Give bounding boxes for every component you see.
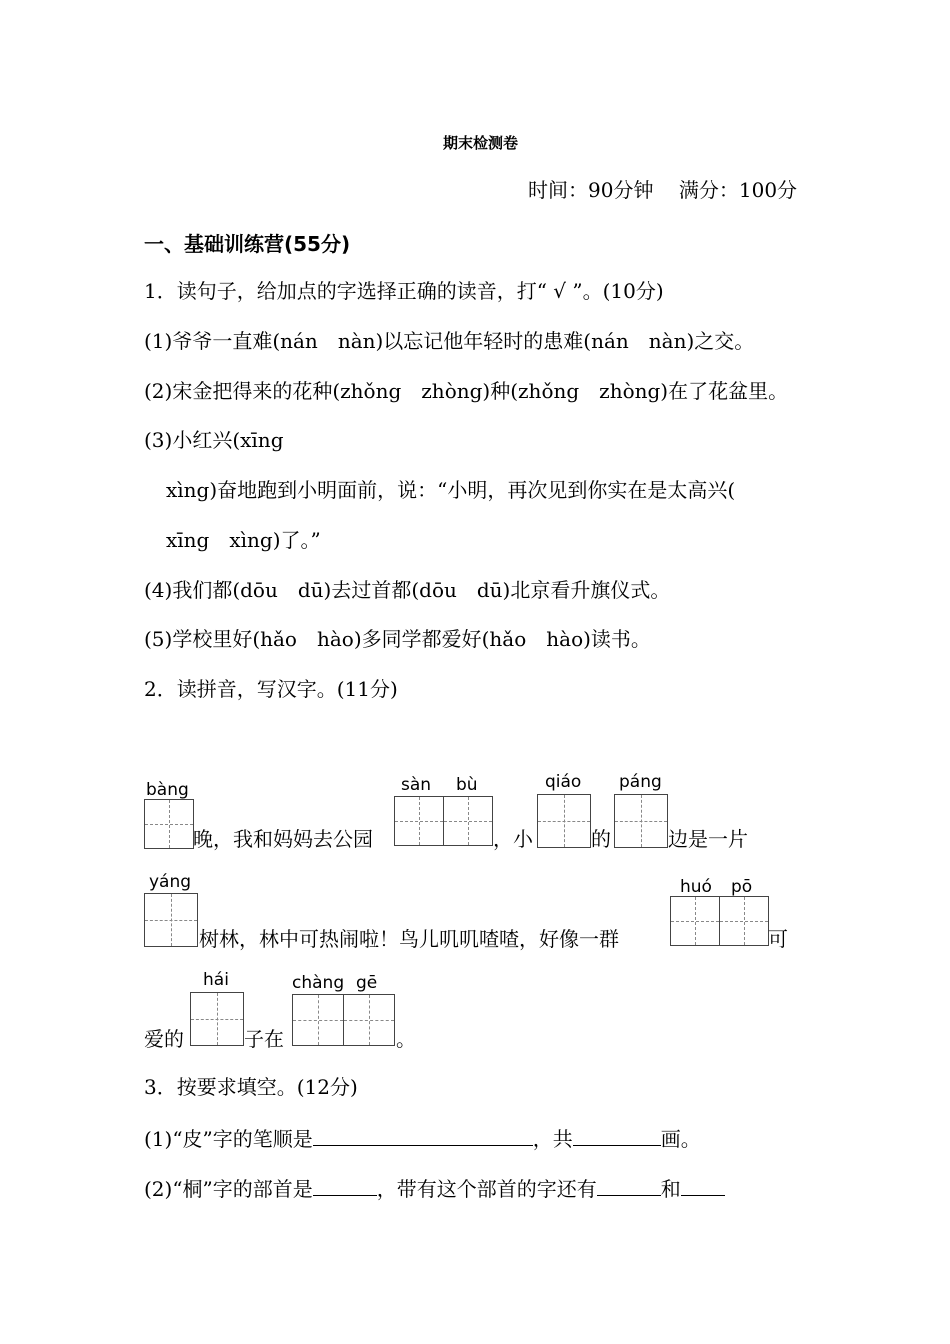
pinyin-hai: hái [203, 970, 229, 990]
q2-text-2: ，小 [493, 827, 533, 851]
pinyin-qiao: qiáo [545, 772, 582, 792]
tianzige-pang[interactable] [614, 794, 668, 848]
page-title: 期末检测卷 [443, 134, 519, 152]
q3-item-2-prefix: (2)“桐”字的部首是 [144, 1177, 313, 1201]
q1-item-3-cont2: xīng xìng)了。” [166, 528, 321, 552]
pinyin-huo: huó [680, 877, 712, 897]
question-3-stem: 3．按要求填空。(12分) [144, 1075, 358, 1099]
pinyin-ge: gē [356, 973, 378, 993]
tianzige-sanbu[interactable] [394, 796, 493, 846]
stroke-count-blank[interactable] [573, 1125, 661, 1146]
q2-text-7: 爱的 [144, 1027, 184, 1051]
q3-item-1-mid: ，共 [532, 1127, 573, 1151]
question-2-stem: 2．读拼音，写汉字。(11分) [144, 677, 398, 701]
question-1-stem: 1．读句子，给加点的字选择正确的读音，打“ √ ”。(10分) [144, 279, 664, 303]
q1-item-4: (4)我们都(dōu dū)去过首都(dōu dū)北京看升旗仪式。 [144, 578, 671, 602]
q3-item-2-mid: ，带有这个部首的字还有 [376, 1177, 597, 1201]
pinyin-san: sàn [401, 775, 432, 795]
tianzige-changge[interactable] [292, 994, 395, 1046]
exam-meta: 时间：90分钟 满分：100分 [528, 178, 798, 202]
tianzige-yang[interactable] [144, 893, 198, 947]
pinyin-bu: bù [456, 775, 478, 795]
q2-text-6: 可 [768, 927, 788, 951]
q1-item-2: (2)宋金把得来的花种(zhǒng zhòng)种(zhǒng zhòng)在了花盆里。 [144, 379, 789, 403]
q3-item-2-suffix: 和 [660, 1177, 681, 1201]
q3-item-1-prefix: (1)“皮”字的笔顺是 [144, 1127, 313, 1151]
q3-item-1 [144, 1125, 701, 1151]
related-char-blank-1[interactable] [597, 1175, 661, 1196]
tianzige-huopo[interactable] [670, 896, 769, 946]
q1-item-3: (3)小红兴(xīng [144, 428, 284, 452]
pinyin-chang: chàng [292, 973, 345, 993]
q3-item-1-suffix: 画。 [660, 1127, 701, 1151]
q1-item-5: (5)学校里好(hǎo hào)多同学都爱好(hǎo hào)读书。 [144, 627, 651, 651]
q1-item-3-cont: xìng)奋地跑到小明面前，说：“小明，再次见到你实在是太高兴( [166, 478, 736, 502]
q2-text-3: 的 [591, 827, 611, 851]
tianzige-bang[interactable] [144, 799, 194, 849]
q2-text-5: 树林，林中可热闹啦！鸟儿叽叽喳喳，好像一群 [199, 927, 619, 951]
related-char-blank-2[interactable] [681, 1175, 725, 1196]
section-heading: 一、基础训练营(55分) [144, 232, 351, 256]
q2-text-4: 边是一片 [668, 827, 748, 851]
q2-text-9: 。 [396, 1027, 416, 1051]
radical-blank[interactable] [313, 1175, 377, 1196]
pinyin-po: pō [731, 877, 753, 897]
q2-text-1: 晚，我和妈妈去公园 [193, 827, 373, 851]
q2-text-8: 子在 [244, 1027, 284, 1051]
pinyin-bang: bàng [146, 780, 189, 800]
tianzige-qiao[interactable] [537, 794, 591, 848]
pinyin-yang: yáng [149, 872, 192, 892]
q3-item-2 [144, 1175, 725, 1201]
tianzige-hai[interactable] [190, 992, 244, 1046]
stroke-order-blank[interactable] [313, 1125, 533, 1146]
pinyin-pang: páng [619, 772, 662, 792]
q1-item-1: (1)爷爷一直难(nán nàn)以忘记他年轻时的患难(nán nàn)之交。 [144, 329, 755, 353]
